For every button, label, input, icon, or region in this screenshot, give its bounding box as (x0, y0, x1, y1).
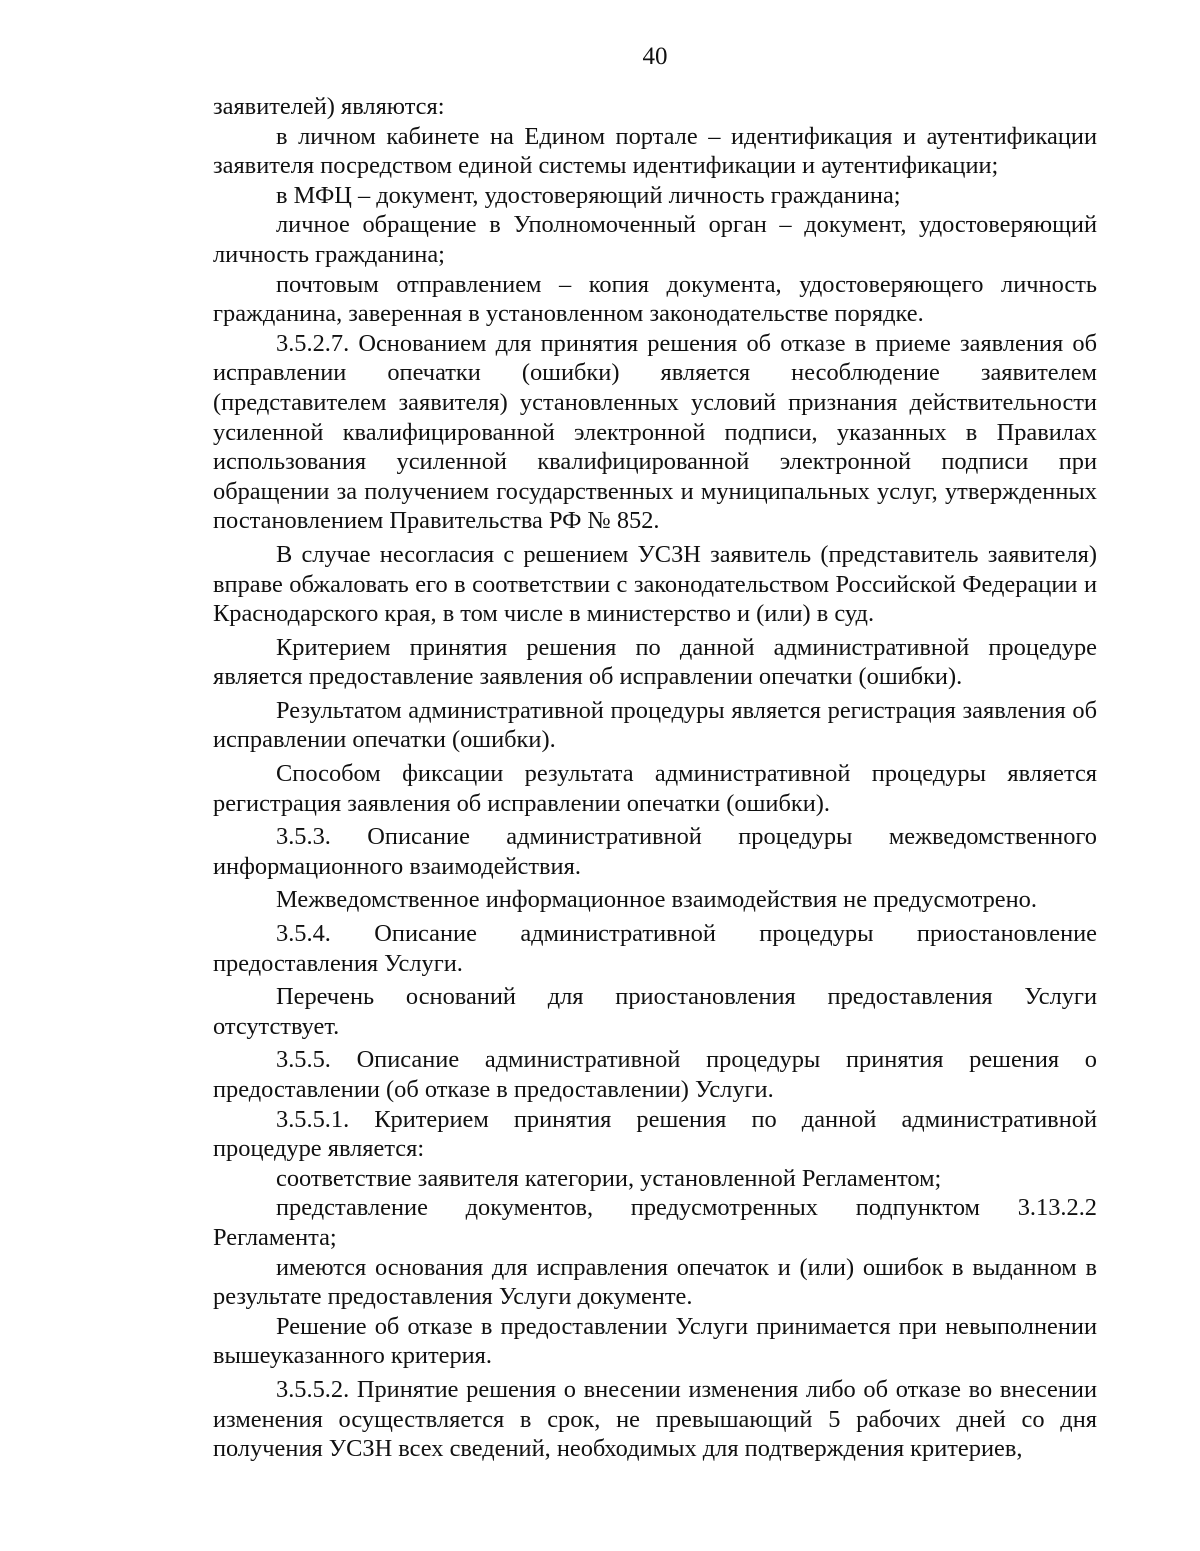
document-body (213, 92, 1097, 1464)
paragraph: в личном кабинете на Едином портале – идентификация и аутентификации заявителя посредством единой системы идентификации и аутентификации; (213, 122, 1097, 180)
paragraph: 3.5.2.7. Основанием для принятия решения об отказе в приеме заявления об исправлении опечатки (ошибки) является несоблюдение заявителем (представителем заявителя) установленных условий признания действительности усиленной квалифицированной электронной подписи, указанных в Правилах использования усиленной квалифицированной электронной подписи при обращении за получением государственных и муниципальных услуг, утвержденных постановлением Правительства РФ № 852. (213, 329, 1097, 535)
paragraph: 3.5.4. Описание административной процедуры приостановление предоставления Услуги. (213, 920, 1097, 977)
paragraph: 3.5.5. Описание административной процедуры принятия решения о предоставлении (об отказе в предоставлении) Услуги. (213, 1046, 1097, 1103)
paragraph: 3.5.5.2. Принятие решения о внесении изменения либо об отказе во внесении изменения осуществляется в срок, не превышающий 5 рабочих дней со дня получения УСЗН всех сведений, необходимых для подтверждения критериев, (213, 1375, 1097, 1463)
paragraph: заявителей) являются: (213, 93, 445, 120)
paragraph: Способом фиксации результата административной процедуры является регистрация заявления об исправлении опечатки (ошибки). (213, 760, 1097, 817)
paragraph: представление документов, предусмотренных подпунктом 3.13.2.2 Регламента; (213, 1194, 1097, 1251)
paragraph: соответствие заявителя категории, установленной Регламентом; (276, 1164, 942, 1192)
paragraph: в МФЦ – документ, удостоверяющий личность гражданина; (276, 181, 901, 209)
paragraph: Межведомственное информационное взаимодействия не предусмотрено. (276, 886, 1037, 914)
paragraph: 3.5.5.1. Критерием принятия решения по данной административной процедуре является: (213, 1105, 1097, 1163)
paragraph: личное обращение в Уполномоченный орган – документ, удостоверяющий личность гражданина; (213, 211, 1097, 268)
paragraph: Критерием принятия решения по данной административной процедуре является предоставление заявления об исправлении опечатки (ошибки). (213, 633, 1097, 691)
paragraph: почтовым отправлением – копия документа, удостоверяющего личность гражданина, заверенная в установленном законодательстве порядке. (213, 270, 1097, 328)
paragraph: Перечень оснований для приостановления предоставления Услуги отсутствует. (213, 983, 1097, 1040)
paragraph: имеются основания для исправления опечаток и (или) ошибок в выданном в результате предоставления Услуги документе. (213, 1253, 1097, 1311)
paragraph: Решение об отказе в предоставлении Услуги принимается при невыполнении вышеуказанного критерия. (213, 1312, 1097, 1370)
paragraph: Результатом административной процедуры является регистрация заявления об исправлении опечатки (ошибки). (213, 696, 1097, 754)
paragraph: В случае несогласия с решением УСЗН заявитель (представитель заявителя) вправе обжаловать его в соответствии с законодательством Российской Федерации и Краснодарского края, в том числе в министерство и (или) в суд. (213, 540, 1097, 628)
page-number: 40 (642, 43, 668, 70)
paragraph: 3.5.3. Описание административной процедуры межведомственного информационного взаимодействия. (213, 823, 1097, 880)
